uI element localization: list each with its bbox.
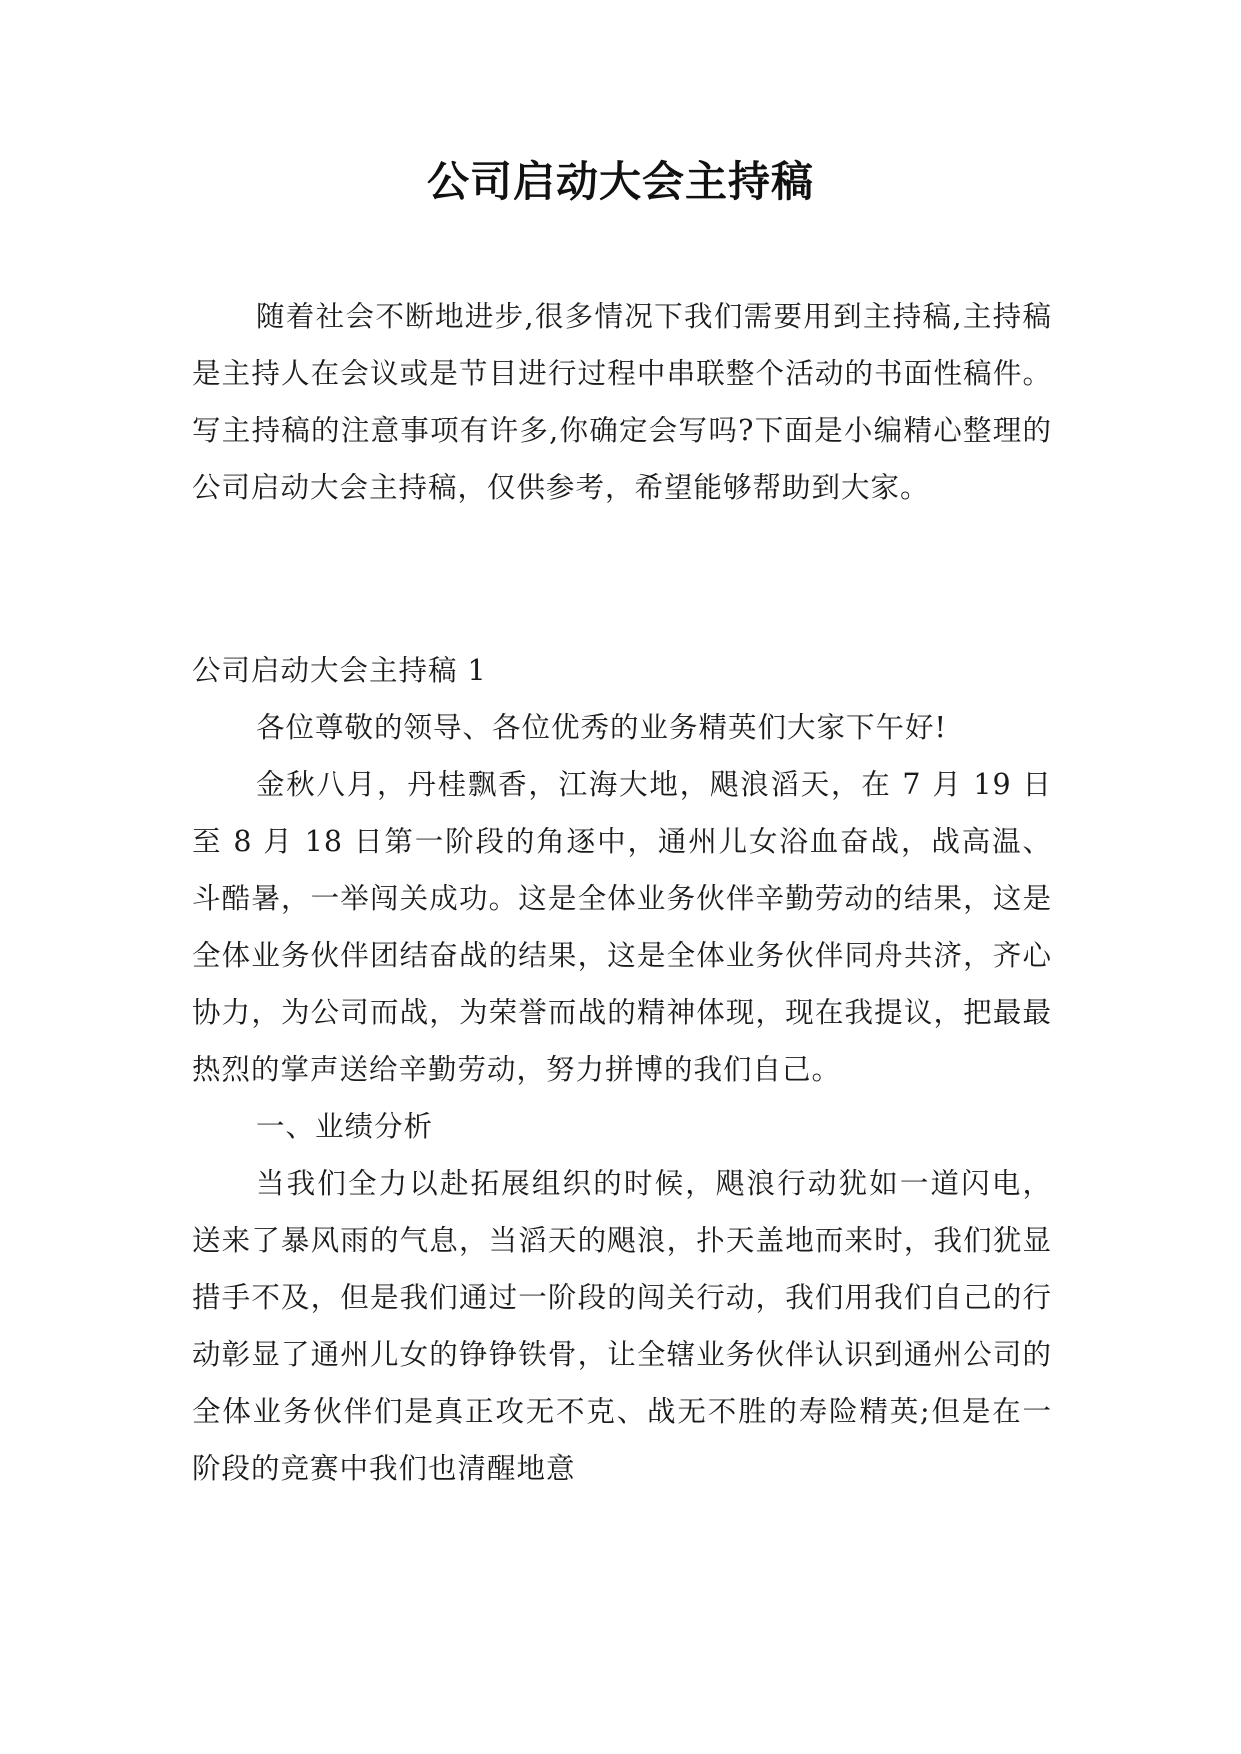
intro-block <box>192 288 1052 516</box>
section-block <box>192 642 1052 1497</box>
greeting-paragraph: 各位尊敬的领导、各位优秀的业务精英们大家下午好! <box>256 711 947 744</box>
body-paragraph-1: 金秋八月，丹桂飘香，江海大地，飓浪滔天，在 7 月 19 日至 8 月 18 日第一阶段的角逐中，通州儿女浴血奋战，战高温、斗酷暑，一举闯关成功。这是全体业务伙伴辛勤劳动的结果，这是全体业务伙伴团结奋战的结果，这是全体业务伙伴同舟共济，齐心协力，为公司而战，为荣誉而战的精神体现，现在我提议，把最最热烈的掌声送给辛勤劳动，努力拼博的我们自己。 <box>192 768 1052 1086</box>
subheading-performance-analysis: 一、业绩分析 <box>256 1110 434 1143</box>
intro-paragraph: 随着社会不断地进步,很多情况下我们需要用到主持稿,主持稿是主持人在会议或是节目进行过程中串联整个活动的书面性稿件。写主持稿的注意事项有许多,你确定会写吗?下面是小编精心整理的公司启动大会主持稿，仅供参考，希望能够帮助到大家。 <box>192 300 1052 504</box>
body-paragraph-2: 当我们全力以赴拓展组织的时候，飓浪行动犹如一道闪电，送来了暴风雨的气息，当滔天的飓浪，扑天盖地而来时，我们犹显措手不及，但是我们通过一阶段的闯关行动，我们用我们自己的行动彰显了通州儿女的铮铮铁骨，让全辖业务伙伴认识到通州公司的全体业务伙伴们是真正攻无不克、战无不胜的寿险精英;但是在一阶段的竞赛中我们也清醒地意 <box>192 1167 1052 1485</box>
document-title: 公司启动大会主持稿 <box>426 157 814 206</box>
section-heading: 公司启动大会主持稿 1 <box>192 654 487 687</box>
